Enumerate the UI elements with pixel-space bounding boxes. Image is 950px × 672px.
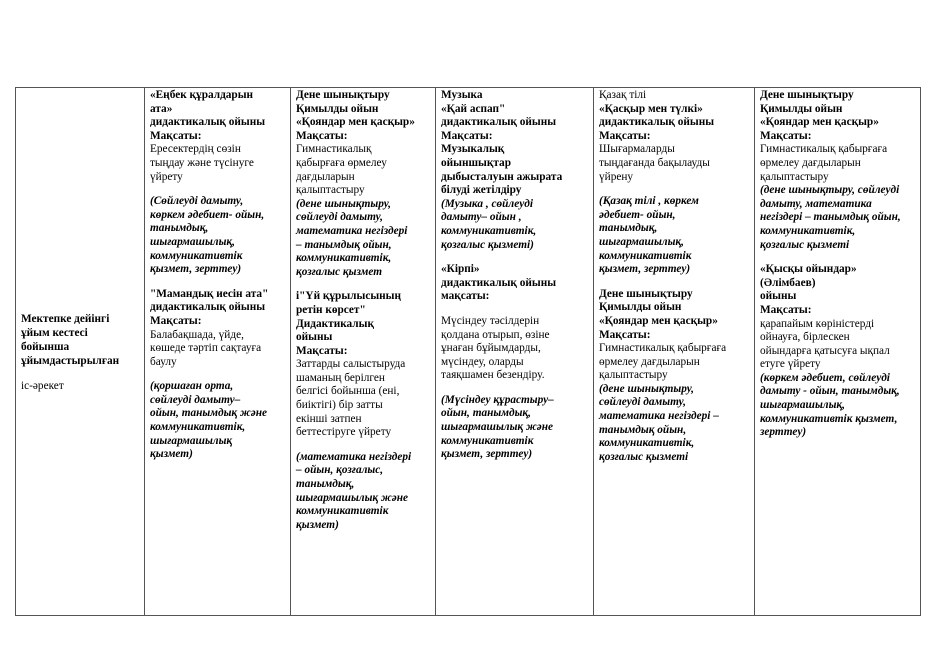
activity-line: мүсіндеу, оларды <box>441 355 524 368</box>
activity-line: танымдық, <box>150 222 209 235</box>
activity-line: шығармашылық және <box>296 491 409 504</box>
activity-line: (дене шынықтыру, <box>599 382 694 395</box>
activity-line: Дене шынықтыру <box>296 89 390 101</box>
activity-block <box>150 288 287 370</box>
activity-line: коммуникативтік, <box>441 224 537 237</box>
activity-line: (Музыка , сөйлеуді <box>441 197 533 210</box>
activity-line: танымдық, <box>296 478 355 491</box>
activity-line: (көркем әдебиет, сөйлеуді <box>760 371 890 384</box>
activity-line: – танымдық ойын, <box>296 238 392 251</box>
activity-line: "Мамандық иесін ата" <box>150 287 269 300</box>
activity-line: үйрету <box>150 170 183 183</box>
activity-line: сөйлеуді дамыту– <box>150 393 241 406</box>
activity-line: дамыту - ойын, танымдық, <box>760 385 900 398</box>
activity-line: танымдық ойын, <box>599 423 687 436</box>
activity-line: «Қай аспап" <box>441 102 506 115</box>
activity-line: өрмелеу дағдыларын <box>760 156 861 169</box>
activity-line: қызмет, зерттеу) <box>150 263 242 276</box>
activity-line: қызмет, зерттеу) <box>441 448 533 461</box>
activity-line: тыңдау және түсінуге <box>150 156 254 169</box>
activity-line: ойыны <box>296 331 333 344</box>
activity-line: қалыптастыру <box>599 369 668 382</box>
schedule-table <box>15 87 921 616</box>
row-header-cell <box>16 88 145 616</box>
activity-line: ұнаған бұйымдарды, <box>441 342 541 355</box>
activity-line: (қоршаған орта, <box>150 380 234 393</box>
activity-line: қалыптастыру <box>760 170 829 183</box>
activity-line: тыңдағанда бақылауды <box>599 156 710 169</box>
activity-block <box>441 263 590 304</box>
activity-line: қызмет) <box>296 518 339 531</box>
column-cell-2 <box>291 88 436 616</box>
activity-line: шығармашылық, <box>150 235 235 248</box>
activity-line: Гимнастикалық қабырғаға <box>599 342 727 355</box>
activity-line: і"Үй құрылысының <box>296 290 401 303</box>
activity-line: қалыптастыру <box>296 184 365 197</box>
activity-line: белгісі бойынша (ені, <box>296 385 400 398</box>
activity-block <box>599 195 751 277</box>
activity-line: (Әлімбаев) <box>760 276 816 289</box>
activity-line: зерттеу) <box>760 426 807 439</box>
row-header-line: ұйымдастырылған <box>21 354 120 367</box>
activity-line: ойыны <box>760 290 797 303</box>
activity-line: Мақсаты: <box>150 129 202 142</box>
activity-line: Мақсаты: <box>296 344 348 357</box>
activity-line: шаманың берілген <box>296 371 385 384</box>
activity-line: қозғалыс қызмет <box>296 265 383 278</box>
activity-line: коммуникативтік <box>150 249 243 262</box>
activity-line: шығармашылық және <box>441 421 554 434</box>
activity-line: коммуникативтік <box>599 249 692 262</box>
activity-line: Дидактикалық <box>296 317 374 330</box>
activity-line: коммуникативтік қызмет, <box>760 412 898 425</box>
activity-line: коммуникативтік, <box>150 421 246 434</box>
activity-line: Гимнастикалық қабырғаға <box>760 143 888 156</box>
activity-line: қозғалыс қызметі <box>760 238 850 251</box>
activity-line: Қимылды ойын <box>599 301 682 314</box>
activity-line: Мақсаты: <box>760 303 812 316</box>
activity-line: «Кірпі» <box>441 263 480 276</box>
row-header-title <box>21 312 141 368</box>
activity-line: коммуникативтік, <box>599 437 695 450</box>
activity-line: танымдық, <box>599 222 658 235</box>
activity-line: білуді жетілдіру <box>441 184 522 197</box>
activity-line: Мақсаты: <box>760 129 812 142</box>
activity-line: Гимнастикалық <box>296 143 372 156</box>
activity-line: көшеде тәртіп сақтауға <box>150 342 262 355</box>
activity-line: үйрену <box>599 170 634 183</box>
activity-line: Дене шынықтыру <box>760 89 854 101</box>
activity-line: математика негіздері – <box>599 410 719 423</box>
activity-block <box>296 89 432 279</box>
activity-block <box>760 263 917 440</box>
activity-line: (математика негіздері <box>296 450 412 463</box>
activity-line: өрмелеу дағдыларын <box>599 355 700 368</box>
activity-line: «Қояндар мен қасқыр» <box>760 116 879 129</box>
activity-block <box>150 380 287 462</box>
activity-line: «Қояндар мен қасқыр» <box>599 314 718 327</box>
activity-line: (Мүсіндеу құрастыру– <box>441 393 554 406</box>
activity-line: (Қазақ тілі , көркем <box>599 195 699 208</box>
activity-block <box>150 195 287 277</box>
activity-line: көркем әдебиет- ойын, <box>150 208 265 221</box>
column-cell-5 <box>755 88 921 616</box>
activity-line: қызмет) <box>150 448 193 461</box>
activity-line: ата» <box>150 102 173 115</box>
activity-line: қозғалыс қызметі <box>599 450 689 463</box>
activity-line: шығармашылық <box>150 434 233 447</box>
activity-line: (Сөйлеуді дамыту, <box>150 195 244 208</box>
activity-block <box>760 89 917 252</box>
activity-line: Ересектердің сөзін <box>150 143 241 156</box>
activity-line: биіктігі) бір затты <box>296 399 383 412</box>
activity-line: дидактикалық ойыны <box>599 116 715 129</box>
row-header-subtitle <box>21 379 141 393</box>
activity-line: Шығармаларды <box>599 143 675 156</box>
activity-block <box>296 451 432 533</box>
activity-line: коммуникативтік <box>296 505 389 518</box>
activity-block <box>441 315 590 383</box>
activity-line: ойнауға, бірлескен <box>760 331 850 344</box>
activity-line: дидактикалық ойыны <box>150 301 266 314</box>
activity-line: етуге үйрету <box>760 358 821 371</box>
activity-line: ойыншықтар <box>441 156 511 169</box>
activity-line: Балабақшада, үйде, <box>150 328 244 341</box>
activity-line: Мүсіндеу тәсілдерін <box>441 314 540 327</box>
column-cell-3 <box>436 88 594 616</box>
activity-line: ойын, танымдық, <box>441 407 531 420</box>
activity-block <box>296 290 432 440</box>
activity-line: коммуникативтік <box>441 434 534 447</box>
activity-block <box>599 89 751 184</box>
activity-line: беттестіруге үйрету <box>296 426 392 439</box>
activity-line: шығармашылық, <box>599 235 684 248</box>
row-header-line: ұйым кестесі <box>21 326 88 339</box>
activity-line: шығармашылық, <box>760 399 845 412</box>
activity-line: таяқшамен безендіру. <box>441 369 545 382</box>
activity-line: (дене шынықтыру, <box>296 197 391 210</box>
row-header-line: Мектепке дейінгі <box>21 312 110 325</box>
activity-line: коммуникативтік, <box>296 252 392 265</box>
activity-line: дағдыларын <box>296 170 355 183</box>
activity-line: ойындарға қатысуға ықпал <box>760 344 890 357</box>
activity-line: Музыкалық <box>441 143 505 156</box>
activity-line: «Қояндар мен қасқыр» <box>296 116 415 129</box>
column-cell-1 <box>145 88 291 616</box>
row-header-line: іс-әрекет <box>21 379 64 392</box>
row-header-line: бойынша <box>21 340 70 353</box>
activity-line: негіздері – танымдық ойын, <box>760 211 901 224</box>
column-cell-4 <box>594 88 755 616</box>
activity-line: сөйлеуді дамыту, <box>599 396 686 409</box>
activity-line: (дене шынықтыру, сөйлеуді <box>760 184 900 197</box>
activity-block <box>441 89 590 252</box>
activity-line: мақсаты: <box>441 290 490 303</box>
activity-line: «Қасқыр мен түлкі» <box>599 102 703 115</box>
activity-line: Дене шынықтыру <box>599 287 693 300</box>
activity-line: коммуникативтік, <box>760 224 856 237</box>
activity-line: «Еңбек құралдарын <box>150 89 254 101</box>
activity-line: математика негіздері <box>296 224 408 237</box>
activity-line: дамыту, математика <box>760 197 872 210</box>
activity-block <box>150 89 287 184</box>
activity-line: Мақсаты: <box>599 129 651 142</box>
activity-line: дыбысталуын ажырата <box>441 170 563 183</box>
activity-line: Заттарды салыстыруда <box>296 358 406 371</box>
activity-line: әдебиет- ойын, <box>599 208 676 221</box>
activity-line: Мақсаты: <box>150 314 202 327</box>
activity-line: Қазақ тілі <box>599 89 647 101</box>
activity-line: қозғалыс қызметі) <box>441 238 534 251</box>
activity-line: дидактикалық ойыны <box>441 276 557 289</box>
activity-line: қарапайым көріністерді <box>760 317 875 330</box>
activity-line: – ойын, қозғалыс, <box>296 464 384 477</box>
activity-block <box>441 394 590 462</box>
activity-line: баулу <box>150 355 177 368</box>
activity-line: екінші затпен <box>296 412 362 425</box>
activity-line: Қимылды ойын <box>760 102 843 115</box>
activity-line: дидактикалық ойыны <box>441 116 557 129</box>
activity-line: қызмет, зерттеу) <box>599 263 691 276</box>
activity-line: ретін көрсет" <box>296 303 366 316</box>
activity-line: Музыка <box>441 89 483 101</box>
activity-line: дамыту– ойын , <box>441 211 522 224</box>
activity-line: қабырғаға өрмелеу <box>296 156 387 169</box>
activity-line: қолдана отырып, өзіне <box>441 328 550 341</box>
activity-line: Қимылды ойын <box>296 102 379 115</box>
activity-line: ойын, танымдық және <box>150 407 268 420</box>
activity-line: дидактикалық ойыны <box>150 116 266 129</box>
activity-line: «Қысқы ойындар» <box>760 263 857 276</box>
activity-line: Мақсаты: <box>441 129 493 142</box>
activity-line: Мақсаты: <box>296 129 348 142</box>
activity-line: сөйлеуді дамыту, <box>296 211 383 224</box>
table-row <box>16 88 921 616</box>
activity-line: Мақсаты: <box>599 328 651 341</box>
activity-block <box>599 288 751 465</box>
